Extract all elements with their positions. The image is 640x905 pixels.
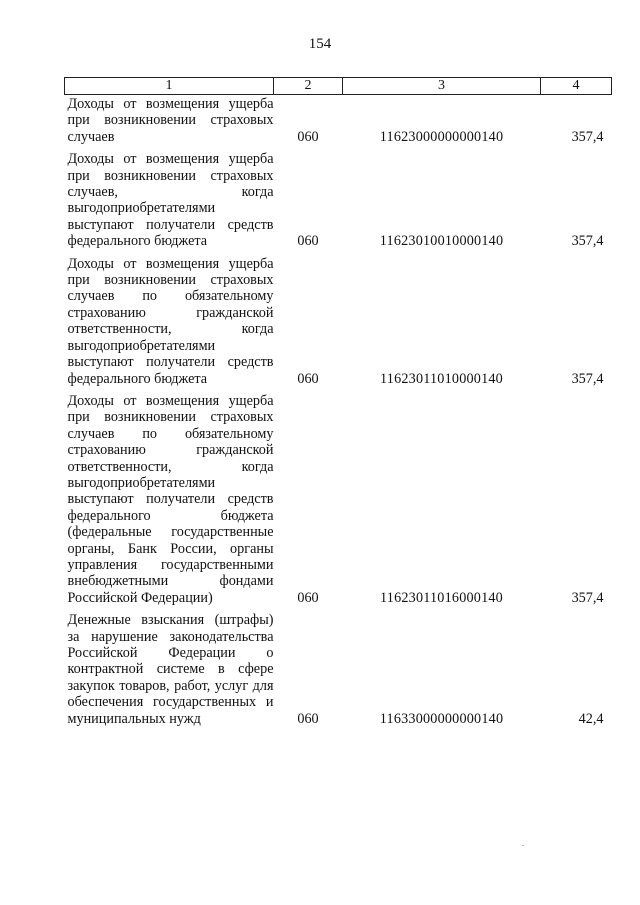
revenue-name: Доходы от возмещения ущерба при возникновении страховых случаев по обязательному страхованию гражданской ответственности, когда выгодоприобретателями выступают получатели средств федерального бюджета (федеральные государственные органы, Банк России, органы управления государственными внебюджетными фондами Российской Федерации) <box>67 392 274 606</box>
budget-revenue-table <box>64 77 612 733</box>
admin-code: 060 <box>297 589 319 606</box>
header-row <box>65 78 612 95</box>
revenue-name: Денежные взыскания (штрафы) за нарушение законодательства Российской Федерации о контрактной системе в сфере закупок товаров, работ, услуг для обеспечения государственных и муниципальных нужд <box>67 612 274 727</box>
revenue-name: Доходы от возмещения ущерба при возникновении страховых случаев <box>67 96 274 145</box>
table-row <box>65 256 612 393</box>
admin-code: 060 <box>297 710 319 727</box>
amount: 357,4 <box>571 370 604 387</box>
budget-classification-code: 11633000000000140 <box>379 710 504 727</box>
page-number: 154 <box>308 36 332 52</box>
revenue-name: Доходы от возмещения ущерба при возникновении страховых случаев по обязательному страхованию гражданской ответственности, когда выгодоприобретателями выступают получатели средств федерального бюджета <box>67 255 274 387</box>
table-row <box>65 151 612 255</box>
budget-classification-code: 11623011016000140 <box>380 589 503 606</box>
admin-code: 060 <box>297 233 319 250</box>
amount: 357,4 <box>571 233 604 250</box>
budget-classification-code: 11623011010000140 <box>380 370 503 387</box>
amount: 357,4 <box>571 589 604 606</box>
budget-classification-code: 11623000000000140 <box>379 128 504 145</box>
column-header-2: 2 <box>274 78 343 95</box>
table-row <box>65 95 612 152</box>
column-header-4: 4 <box>541 78 612 95</box>
scan-artifact <box>522 845 524 846</box>
table-row <box>65 393 612 612</box>
admin-code: 060 <box>297 370 319 387</box>
column-header-3: 3 <box>343 78 541 95</box>
budget-classification-code: 11623010010000140 <box>379 233 504 250</box>
revenue-name: Доходы от возмещения ущерба при возникновении страховых случаев, когда выгодоприобретателями выступают получатели средств федерального бюджета <box>67 151 274 250</box>
amount: 357,4 <box>571 128 604 145</box>
table-row <box>65 612 612 733</box>
admin-code: 060 <box>297 128 319 145</box>
amount: 42,4 <box>578 710 604 727</box>
column-header-1: 1 <box>65 78 274 95</box>
